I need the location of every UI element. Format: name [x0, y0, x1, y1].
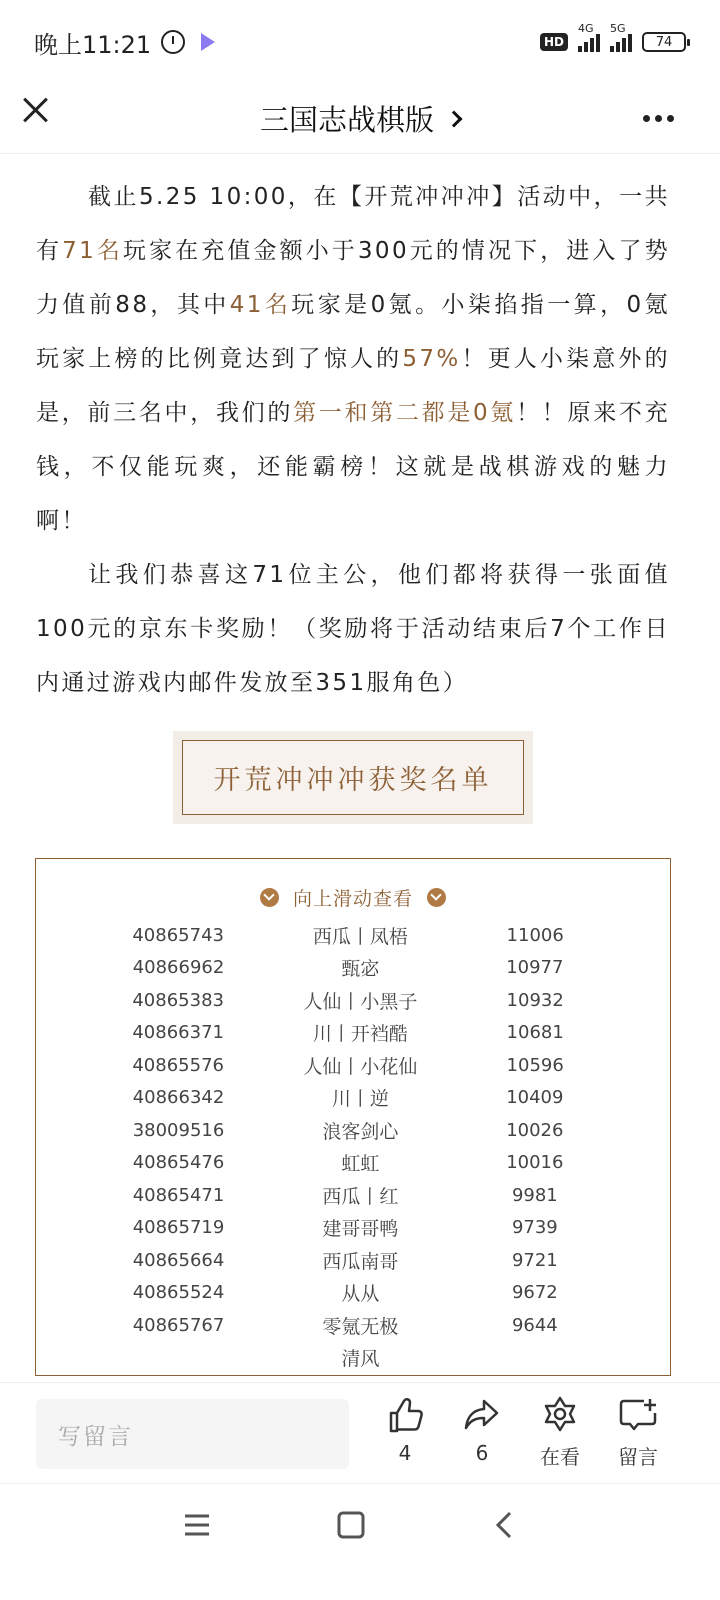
bottom-action-bar [0, 1382, 720, 1484]
comment-label: 留言 [618, 1445, 658, 1469]
winner-score: 9672 [511, 1282, 558, 1304]
watching-button[interactable] [525, 1395, 595, 1470]
winner-id: 40866371 [132, 1022, 224, 1044]
winners-list-header: 开荒冲冲冲获奖名单 [182, 740, 524, 815]
comment-input[interactable]: 写留言 [36, 1399, 349, 1469]
winner-score: 9981 [511, 1184, 558, 1206]
nav-bar [0, 84, 720, 154]
winner-name: 虹虹 [341, 1153, 380, 1176]
arrow-down-icon [260, 888, 279, 907]
winner-name: 清风 [341, 1348, 380, 1371]
network-label: 5G [610, 22, 626, 35]
winner-id: 40865383 [132, 989, 224, 1011]
system-navigation [0, 1484, 720, 1600]
winner-name: 人仙丨小黑子 [303, 990, 418, 1013]
section-header [173, 731, 533, 824]
share-button[interactable] [447, 1395, 517, 1465]
winner-row [36, 1212, 670, 1245]
highlight-text: 71名 [62, 238, 123, 264]
video-app-icon [201, 33, 215, 51]
scroll-hint [36, 885, 670, 909]
status-bar [0, 0, 720, 84]
thumbs-up-icon [385, 1395, 425, 1435]
body-text: 截止5.25 10:00，在【开荒冲冲冲】活动中，一共有 [36, 184, 670, 264]
winner-name: 浪客剑心 [322, 1120, 399, 1143]
winner-row [36, 1179, 670, 1212]
comment-button[interactable] [603, 1395, 673, 1470]
article-paragraph-2: 让我们恭喜这71位主公，他们都将获得一张面值100元的京东卡奖励！（奖励将于活动结束后7个工作日内通过游戏内邮件发放至351服角色） [36, 562, 670, 696]
winner-score: 9644 [511, 1314, 558, 1336]
watching-label: 在看 [540, 1445, 580, 1469]
winner-score: 10026 [506, 1119, 564, 1141]
winner-id: 40866342 [132, 1087, 225, 1109]
back-icon[interactable] [490, 1510, 520, 1540]
winner-score: 11006 [506, 924, 564, 946]
winner-row [36, 1147, 670, 1180]
winner-name: 西瓜丨红 [322, 1185, 399, 1208]
share-count: 6 [475, 1441, 489, 1465]
page-title: 三国志战棋版 [259, 103, 434, 137]
winner-id: 40865743 [132, 924, 224, 946]
winner-id: 40866962 [132, 957, 225, 979]
winner-name: 西瓜丨凤梧 [312, 925, 408, 948]
highlight-text: 第一和第二都是0氪 [293, 400, 517, 426]
winner-name: 西瓜南哥 [322, 1250, 399, 1273]
alarm-icon [161, 30, 185, 54]
like-button[interactable] [370, 1395, 440, 1465]
chevron-right-icon [446, 110, 463, 127]
account-title-link[interactable] [260, 98, 460, 139]
more-icon[interactable] [643, 115, 674, 122]
winner-row [36, 984, 670, 1017]
winner-row [36, 1277, 670, 1310]
article-body [36, 170, 670, 710]
winner-name: 川丨逆 [331, 1088, 389, 1111]
winner-id: 40865524 [132, 1282, 225, 1304]
menu-icon[interactable] [182, 1510, 212, 1540]
winner-id: 40865471 [132, 1184, 225, 1206]
signal-5g-icon [610, 22, 632, 52]
star-icon [540, 1395, 580, 1435]
winner-row [36, 1244, 670, 1277]
signal-4g-icon [578, 22, 600, 52]
body-text: 玩家在充值金额小于300元的情况下，进入了势力值前88，其中 [36, 238, 671, 318]
winner-score: 10932 [506, 989, 564, 1011]
winner-row [36, 1017, 670, 1050]
winner-score: 10409 [506, 1087, 564, 1109]
winner-name: 川丨开裆酷 [312, 1023, 408, 1046]
highlight-text: 41名 [229, 292, 292, 318]
winners-list [36, 919, 670, 1374]
body-text: ！！原来不充钱，不仅能玩爽，还能霸榜！这就是战棋游戏的魅力啊！ [36, 400, 671, 534]
winner-name: 甄宓 [341, 958, 380, 981]
winner-name: 人仙丨小花仙 [303, 1055, 418, 1078]
winner-id: 40865476 [132, 1152, 225, 1174]
winner-row [36, 1082, 670, 1115]
winner-row [36, 1114, 670, 1147]
winner-id: 40865576 [132, 1054, 224, 1076]
winner-name: 零氪无极 [322, 1315, 399, 1338]
winner-id: 40865664 [132, 1249, 225, 1271]
winner-row [36, 1049, 670, 1082]
comment-add-icon [618, 1395, 658, 1435]
winner-name: 从从 [341, 1283, 380, 1306]
winner-id: 40865719 [132, 1217, 225, 1239]
like-count: 4 [398, 1441, 412, 1465]
winner-row [36, 919, 670, 952]
winner-id: 38009516 [132, 1119, 225, 1141]
winner-row [36, 1342, 670, 1375]
winner-score: 9739 [511, 1217, 558, 1239]
hd-voice-icon: HD [540, 33, 568, 51]
arrow-down-icon [427, 888, 446, 907]
scroll-hint-text: 向上滑动查看 [292, 887, 413, 910]
winner-score: 10681 [506, 1022, 564, 1044]
winner-score: 10596 [506, 1054, 564, 1076]
winner-name: 建哥哥鸭 [322, 1218, 399, 1241]
body-text: ！更人小柒意外的是，前三名中，我们的 [36, 346, 671, 426]
network-label: 4G [578, 22, 594, 35]
winners-scroll-box[interactable] [35, 858, 671, 1376]
body-text: 玩家是0氪。小柒掐指一算，0氪玩家上榜的比例竟达到了惊人的 [36, 292, 671, 372]
winner-row [36, 952, 670, 985]
winner-id: 40865767 [132, 1314, 225, 1336]
article-paragraph-1 [36, 170, 670, 548]
winner-score: 9721 [511, 1249, 558, 1271]
status-time: 晚上11:21 [34, 30, 152, 59]
winner-row [36, 1309, 670, 1342]
share-icon [462, 1395, 502, 1435]
close-icon[interactable] [20, 94, 50, 124]
highlight-text: 57% [402, 346, 461, 372]
winner-score: 10016 [506, 1152, 564, 1174]
home-icon[interactable] [336, 1510, 366, 1540]
winner-score: 10977 [506, 957, 564, 979]
battery-icon: 74 [642, 32, 686, 52]
